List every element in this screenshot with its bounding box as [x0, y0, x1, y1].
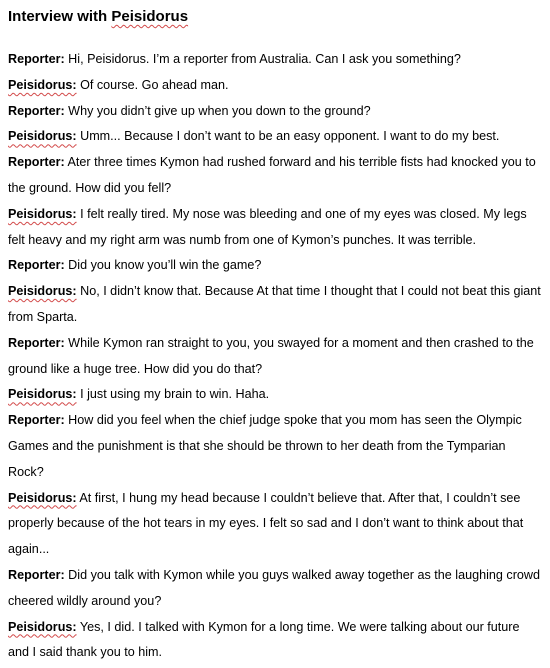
speaker-label: Peisidorus: [8, 490, 77, 505]
speaker-text: No, I didn’t know that. Because At that time I thought that I could not beat this giant from Sparta. [8, 284, 541, 324]
interview-body [8, 47, 542, 666]
speaker-label: Reporter: [8, 335, 65, 350]
speaker-label: Peisidorus: [8, 77, 77, 92]
speaker-label: Reporter: [8, 413, 65, 428]
speaker-text: Of course. Go ahead man. [76, 77, 229, 92]
interview-paragraph [8, 99, 542, 125]
interview-paragraph [8, 563, 542, 615]
speaker-text: While Kymon ran straight to you, you swayed for a moment and then crashed to the ground like a huge tree. How did you do that? [8, 335, 534, 376]
title-prefix: Interview with [8, 8, 112, 25]
interview-paragraph [8, 331, 542, 383]
speaker-text: Yes, I did. I talked with Kymon for a long time. We were talking about our future and I said thank you to him. [8, 619, 520, 660]
interview-paragraph [8, 47, 542, 73]
title-name: Peisidorus [111, 8, 189, 25]
speaker-text: I just using my brain to win. Haha. [76, 387, 270, 402]
speaker-text: How did you feel when the chief judge spoke that you mom has seen the Olympic Games and the punishment is that she should be thrown to her death from the Tymparian Rock? [8, 413, 522, 479]
speaker-label: Peisidorus: [8, 206, 77, 221]
speaker-text: Did you know you’ll win the game? [64, 258, 262, 273]
document-title [8, 8, 542, 26]
speaker-text: I felt really tired. My nose was bleeding and one of my eyes was closed. My legs felt heavy and my right arm was numb from one of Kymon’s punches. It was terrible. [8, 206, 527, 247]
speaker-label: Peisidorus: [8, 387, 77, 402]
interview-paragraph [8, 150, 542, 202]
speaker-text: Why you didn’t give up when you down to the ground? [64, 103, 371, 118]
interview-paragraph [8, 253, 542, 279]
speaker-text: Did you talk with Kymon while you guys walked away together as the laughing crowd cheered wildly around you? [8, 567, 541, 608]
interview-paragraph [8, 73, 542, 99]
interview-paragraph [8, 615, 542, 667]
speaker-text: Hi, Peisidorus. I’m a reporter from Australia. Can I ask you something? [64, 52, 461, 66]
speaker-label: Reporter: [8, 258, 65, 273]
speaker-label: Reporter: [8, 155, 65, 170]
speaker-text: At first, I hung my head because I couldn’t believe that. After that, I couldn’t see properly because of the hot tears in my eyes. I felt so sad and I don’t want to think about that again... [8, 490, 524, 557]
speaker-text: Ater three times Kymon had rushed forward and his terrible fists had knocked you to the ground. How did you fell? [8, 155, 536, 195]
interview-paragraph [8, 279, 542, 331]
speaker-label: Reporter: [8, 103, 65, 118]
speaker-label: Peisidorus: [8, 284, 77, 299]
speaker-label: Peisidorus: [8, 619, 77, 634]
speaker-text: Umm... Because I don’t want to be an easy opponent. I want to do my best. [76, 129, 500, 144]
interview-paragraph [8, 124, 542, 150]
interview-paragraph [8, 382, 542, 408]
interview-paragraph [8, 202, 542, 254]
document-page [8, 8, 542, 666]
speaker-label: Reporter: [8, 52, 65, 66]
interview-paragraph [8, 486, 542, 563]
speaker-label: Peisidorus: [8, 129, 77, 144]
speaker-label: Reporter: [8, 567, 65, 582]
interview-paragraph [8, 408, 542, 485]
